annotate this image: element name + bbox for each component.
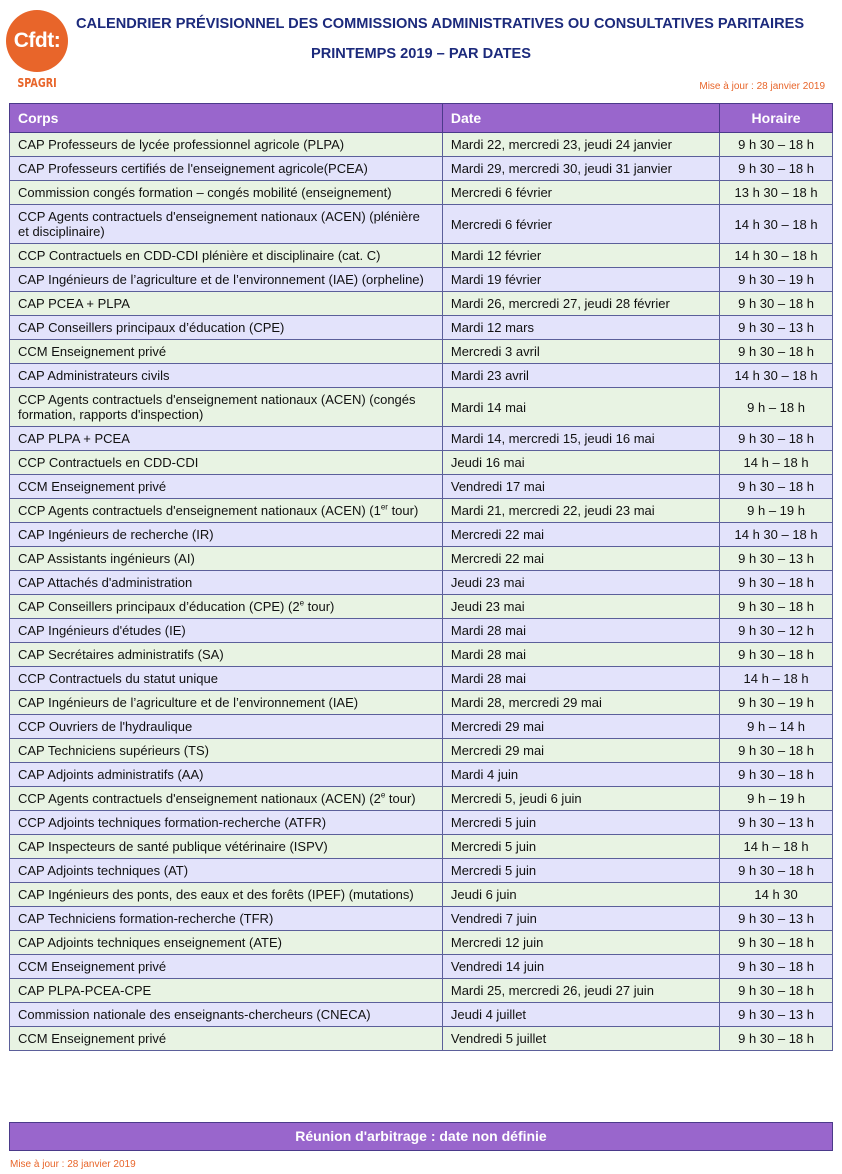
- table-row: [10, 523, 833, 547]
- cell-date: Mardi 29, mercredi 30, jeudi 31 janvier: [442, 157, 719, 181]
- cell-date: Mercredi 29 mai: [442, 715, 719, 739]
- table-row: [10, 739, 833, 763]
- corps-text: CCM Enseignement privé: [18, 1031, 167, 1046]
- table-row: [10, 268, 833, 292]
- cell-corps: [10, 1027, 443, 1051]
- cell-corps: [10, 643, 443, 667]
- cell-corps: [10, 364, 443, 388]
- corps-text: CAP PLPA-PCEA-CPE: [18, 983, 152, 998]
- corps-text: CAP Ingénieurs de recherche (IR): [18, 527, 214, 542]
- cell-corps: [10, 955, 443, 979]
- table-row: [10, 475, 833, 499]
- cell-corps: [10, 979, 443, 1003]
- arbitration-banner: Réunion d'arbitrage : date non définie: [9, 1122, 833, 1151]
- cell-date: Jeudi 23 mai: [442, 571, 719, 595]
- cell-corps: [10, 619, 443, 643]
- corps-text: CAP Professeurs de lycée professionnel agricole (PLPA): [18, 137, 345, 152]
- calendar-table: [9, 103, 833, 1051]
- cell-corps: [10, 133, 443, 157]
- corps-text: CAP Ingénieurs de l’agriculture et de l’environnement (IAE) (orpheline): [18, 272, 424, 287]
- cell-date: Mercredi 6 février: [442, 181, 719, 205]
- corps-text: CAP Professeurs certifiés de l'enseignement agricole(PCEA): [18, 161, 368, 176]
- cell-corps: [10, 859, 443, 883]
- cell-corps: [10, 811, 443, 835]
- cell-horaire: 9 h 30 – 18 h: [720, 643, 833, 667]
- cell-date: Mercredi 22 mai: [442, 523, 719, 547]
- cell-date: Mardi 4 juin: [442, 763, 719, 787]
- table-row: [10, 979, 833, 1003]
- cell-date: Jeudi 16 mai: [442, 451, 719, 475]
- cell-date: Mardi 14 mai: [442, 388, 719, 427]
- cell-date: Mardi 28 mai: [442, 619, 719, 643]
- logo-text: Cfdt:: [13, 29, 61, 52]
- cell-corps: [10, 499, 443, 523]
- corps-text: CAP Conseillers principaux d’éducation (CPE) (2: [18, 599, 300, 614]
- cell-date: Mercredi 29 mai: [442, 739, 719, 763]
- corps-text: CCM Enseignement privé: [18, 344, 167, 359]
- cell-date: Mercredi 6 février: [442, 205, 719, 244]
- corps-text: CAP Assistants ingénieurs (AI): [18, 551, 195, 566]
- table-row: [10, 427, 833, 451]
- cell-corps: [10, 475, 443, 499]
- corps-text: CCP Agents contractuels d'enseignement nationaux (ACEN) (1: [18, 503, 381, 518]
- corps-text: CCM Enseignement privé: [18, 959, 167, 974]
- cell-date: Mardi 12 mars: [442, 316, 719, 340]
- cell-date: Mercredi 12 juin: [442, 931, 719, 955]
- ordinal-superscript: er: [380, 502, 388, 512]
- cell-horaire: 9 h 30 – 18 h: [720, 292, 833, 316]
- cell-horaire: 14 h 30 – 18 h: [720, 364, 833, 388]
- corps-text: CCP Contractuels en CDD-CDI: [18, 455, 199, 470]
- cell-horaire: 9 h 30 – 18 h: [720, 1027, 833, 1051]
- table-row: [10, 157, 833, 181]
- cell-horaire: 14 h 30: [720, 883, 833, 907]
- cell-corps: [10, 292, 443, 316]
- cell-corps: [10, 451, 443, 475]
- table-row: [10, 835, 833, 859]
- table-row: [10, 763, 833, 787]
- page-title: CALENDRIER PRÉVISIONNEL DES COMMISSIONS ADMINISTRATIVES OU CONSULTATIVES PARITAIRES: [76, 16, 805, 32]
- corps-text: CCP Adjoints techniques formation-recherche (ATFR): [18, 815, 327, 830]
- cell-horaire: 9 h 30 – 18 h: [720, 571, 833, 595]
- corps-text-tail: tour): [387, 503, 419, 518]
- cell-date: Mardi 28, mercredi 29 mai: [442, 691, 719, 715]
- cell-horaire: 14 h 30 – 18 h: [720, 523, 833, 547]
- corps-text: CAP PCEA + PLPA: [18, 296, 130, 311]
- table-row: [10, 340, 833, 364]
- cell-horaire: 9 h – 19 h: [720, 787, 833, 811]
- cell-date: Mercredi 5 juin: [442, 859, 719, 883]
- cell-corps: [10, 763, 443, 787]
- table-row: [10, 451, 833, 475]
- cell-corps: [10, 388, 443, 427]
- cfdt-logo-icon: [6, 10, 68, 72]
- cell-date: Mardi 19 février: [442, 268, 719, 292]
- cell-corps: [10, 691, 443, 715]
- cell-horaire: 9 h 30 – 13 h: [720, 316, 833, 340]
- table-row: [10, 643, 833, 667]
- table-row: [10, 931, 833, 955]
- cell-horaire: 9 h 30 – 18 h: [720, 859, 833, 883]
- cell-date: Mardi 14, mercredi 15, jeudi 16 mai: [442, 427, 719, 451]
- cell-corps: [10, 907, 443, 931]
- cell-horaire: 9 h 30 – 12 h: [720, 619, 833, 643]
- cell-date: Vendredi 7 juin: [442, 907, 719, 931]
- table-row: [10, 1003, 833, 1027]
- cell-date: Mercredi 5, jeudi 6 juin: [442, 787, 719, 811]
- cell-date: Vendredi 17 mai: [442, 475, 719, 499]
- table-row: [10, 691, 833, 715]
- corps-text: CCP Agents contractuels d'enseignement nationaux (ACEN) (2: [18, 791, 381, 806]
- cell-horaire: 9 h 30 – 18 h: [720, 763, 833, 787]
- corps-text: CAP Inspecteurs de santé publique vétérinaire (ISPV): [18, 839, 328, 854]
- corps-text: CCP Agents contractuels d'enseignement nationaux (ACEN) (congés formation, rapports d'inspection): [18, 392, 416, 422]
- cell-date: Mardi 21, mercredi 22, jeudi 23 mai: [442, 499, 719, 523]
- corps-text: CCP Agents contractuels d'enseignement nationaux (ACEN) (plénière et disciplinaire): [18, 209, 420, 239]
- cell-horaire: 14 h 30 – 18 h: [720, 244, 833, 268]
- table-row: [10, 364, 833, 388]
- cell-corps: [10, 547, 443, 571]
- cell-corps: [10, 715, 443, 739]
- cell-horaire: 9 h 30 – 13 h: [720, 907, 833, 931]
- table-row: [10, 859, 833, 883]
- cell-corps: [10, 316, 443, 340]
- table-row: [10, 205, 833, 244]
- ordinal-superscript: e: [299, 598, 305, 608]
- update-date-top: Mise à jour : 28 janvier 2019: [699, 81, 825, 92]
- cell-horaire: 9 h 30 – 19 h: [720, 268, 833, 292]
- cell-horaire: 9 h 30 – 18 h: [720, 979, 833, 1003]
- cell-date: Mardi 26, mercredi 27, jeudi 28 février: [442, 292, 719, 316]
- corps-text: CAP Adjoints techniques enseignement (ATE): [18, 935, 282, 950]
- corps-text: CCP Contractuels du statut unique: [18, 671, 218, 686]
- corps-text: CAP Techniciens formation-recherche (TFR): [18, 911, 274, 926]
- corps-text: CAP Ingénieurs des ponts, des eaux et des forêts (IPEF) (mutations): [18, 887, 414, 902]
- cell-horaire: 9 h 30 – 13 h: [720, 1003, 833, 1027]
- cell-horaire: 9 h 30 – 18 h: [720, 955, 833, 979]
- update-date-bottom: Mise à jour : 28 janvier 2019: [10, 1159, 136, 1170]
- cell-date: Mardi 12 février: [442, 244, 719, 268]
- cell-horaire: 9 h 30 – 18 h: [720, 427, 833, 451]
- cell-corps: [10, 667, 443, 691]
- table-row: [10, 244, 833, 268]
- cell-horaire: 9 h 30 – 18 h: [720, 739, 833, 763]
- cell-corps: [10, 931, 443, 955]
- cell-horaire: 14 h – 18 h: [720, 667, 833, 691]
- cell-horaire: 9 h 30 – 18 h: [720, 157, 833, 181]
- ordinal-superscript: e: [380, 790, 386, 800]
- cell-horaire: 14 h 30 – 18 h: [720, 205, 833, 244]
- cell-corps: [10, 205, 443, 244]
- cell-date: Mardi 23 avril: [442, 364, 719, 388]
- corps-text-tail: tour): [304, 599, 335, 614]
- table-row: [10, 883, 833, 907]
- cell-horaire: 9 h – 19 h: [720, 499, 833, 523]
- corps-text: CAP Ingénieurs de l’agriculture et de l’environnement (IAE): [18, 695, 359, 710]
- table-row: [10, 133, 833, 157]
- column-header-date: Date: [442, 104, 719, 133]
- cell-date: Mercredi 3 avril: [442, 340, 719, 364]
- cell-date: Jeudi 6 juin: [442, 883, 719, 907]
- cell-horaire: 14 h – 18 h: [720, 451, 833, 475]
- table-row: [10, 388, 833, 427]
- corps-text-tail: tour): [385, 791, 416, 806]
- corps-text: CAP Adjoints administratifs (AA): [18, 767, 204, 782]
- cell-date: Jeudi 23 mai: [442, 595, 719, 619]
- table-row: [10, 316, 833, 340]
- cell-horaire: 9 h 30 – 13 h: [720, 547, 833, 571]
- table-row: [10, 292, 833, 316]
- cell-corps: [10, 883, 443, 907]
- table-row: [10, 787, 833, 811]
- cell-corps: [10, 595, 443, 619]
- cell-corps: [10, 268, 443, 292]
- table-row: [10, 667, 833, 691]
- cell-horaire: 9 h 30 – 19 h: [720, 691, 833, 715]
- cell-horaire: 14 h – 18 h: [720, 835, 833, 859]
- cell-corps: [10, 739, 443, 763]
- table-body: [10, 133, 833, 1051]
- table-row: [10, 595, 833, 619]
- cell-corps: [10, 1003, 443, 1027]
- corps-text: CCM Enseignement privé: [18, 479, 167, 494]
- logo-subtitle: SPAGRI: [17, 76, 57, 90]
- cell-horaire: 9 h 30 – 18 h: [720, 475, 833, 499]
- cell-corps: [10, 181, 443, 205]
- table-row: [10, 181, 833, 205]
- cell-date: Mercredi 22 mai: [442, 547, 719, 571]
- corps-text: Commission nationale des enseignants-chercheurs (CNECA): [18, 1007, 371, 1022]
- cell-date: Vendredi 5 juillet: [442, 1027, 719, 1051]
- cell-horaire: 9 h 30 – 18 h: [720, 340, 833, 364]
- corps-text: CAP Attachés d'administration: [18, 575, 193, 590]
- cell-corps: [10, 157, 443, 181]
- corps-text: Commission congés formation – congés mobilité (enseignement): [18, 185, 392, 200]
- cell-date: Vendredi 14 juin: [442, 955, 719, 979]
- cell-horaire: 9 h 30 – 18 h: [720, 931, 833, 955]
- corps-text: CAP Adjoints techniques (AT): [18, 863, 189, 878]
- cell-date: Jeudi 4 juillet: [442, 1003, 719, 1027]
- table-row: [10, 955, 833, 979]
- table-header-row: [10, 104, 833, 133]
- cell-date: Mardi 28 mai: [442, 643, 719, 667]
- cell-date: Mardi 22, mercredi 23, jeudi 24 janvier: [442, 133, 719, 157]
- column-header-horaire: Horaire: [720, 104, 833, 133]
- corps-text: CAP Techniciens supérieurs (TS): [18, 743, 209, 758]
- corps-text: CAP Conseillers principaux d’éducation (CPE): [18, 320, 285, 335]
- cell-horaire: 9 h 30 – 18 h: [720, 133, 833, 157]
- cell-horaire: 9 h 30 – 18 h: [720, 595, 833, 619]
- corps-text: CAP Ingénieurs d'études (IE): [18, 623, 186, 638]
- cell-date: Mercredi 5 juin: [442, 811, 719, 835]
- cell-corps: [10, 427, 443, 451]
- table-row: [10, 571, 833, 595]
- corps-text: CCP Ouvriers de l'hydraulique: [18, 719, 193, 734]
- cell-corps: [10, 571, 443, 595]
- cell-corps: [10, 340, 443, 364]
- cell-corps: [10, 835, 443, 859]
- cell-date: Mercredi 5 juin: [442, 835, 719, 859]
- table-row: [10, 1027, 833, 1051]
- corps-text: CAP Administrateurs civils: [18, 368, 170, 383]
- corps-text: CCP Contractuels en CDD-CDI plénière et disciplinaire (cat. C): [18, 248, 381, 263]
- table-row: [10, 715, 833, 739]
- cell-date: Mardi 28 mai: [442, 667, 719, 691]
- table-row: [10, 619, 833, 643]
- cell-horaire: 9 h – 14 h: [720, 715, 833, 739]
- corps-text: CAP Secrétaires administratifs (SA): [18, 647, 224, 662]
- cell-horaire: 9 h – 18 h: [720, 388, 833, 427]
- cell-horaire: 9 h 30 – 13 h: [720, 811, 833, 835]
- table-row: [10, 811, 833, 835]
- column-header-corps: Corps: [10, 104, 443, 133]
- table-row: [10, 907, 833, 931]
- cell-corps: [10, 244, 443, 268]
- cell-corps: [10, 523, 443, 547]
- table-row: [10, 547, 833, 571]
- cell-date: Mardi 25, mercredi 26, jeudi 27 juin: [442, 979, 719, 1003]
- corps-text: CAP PLPA + PCEA: [18, 431, 130, 446]
- cell-horaire: 13 h 30 – 18 h: [720, 181, 833, 205]
- page-subtitle: PRINTEMPS 2019 – PAR DATES: [310, 46, 532, 62]
- table-row: [10, 499, 833, 523]
- cell-corps: [10, 787, 443, 811]
